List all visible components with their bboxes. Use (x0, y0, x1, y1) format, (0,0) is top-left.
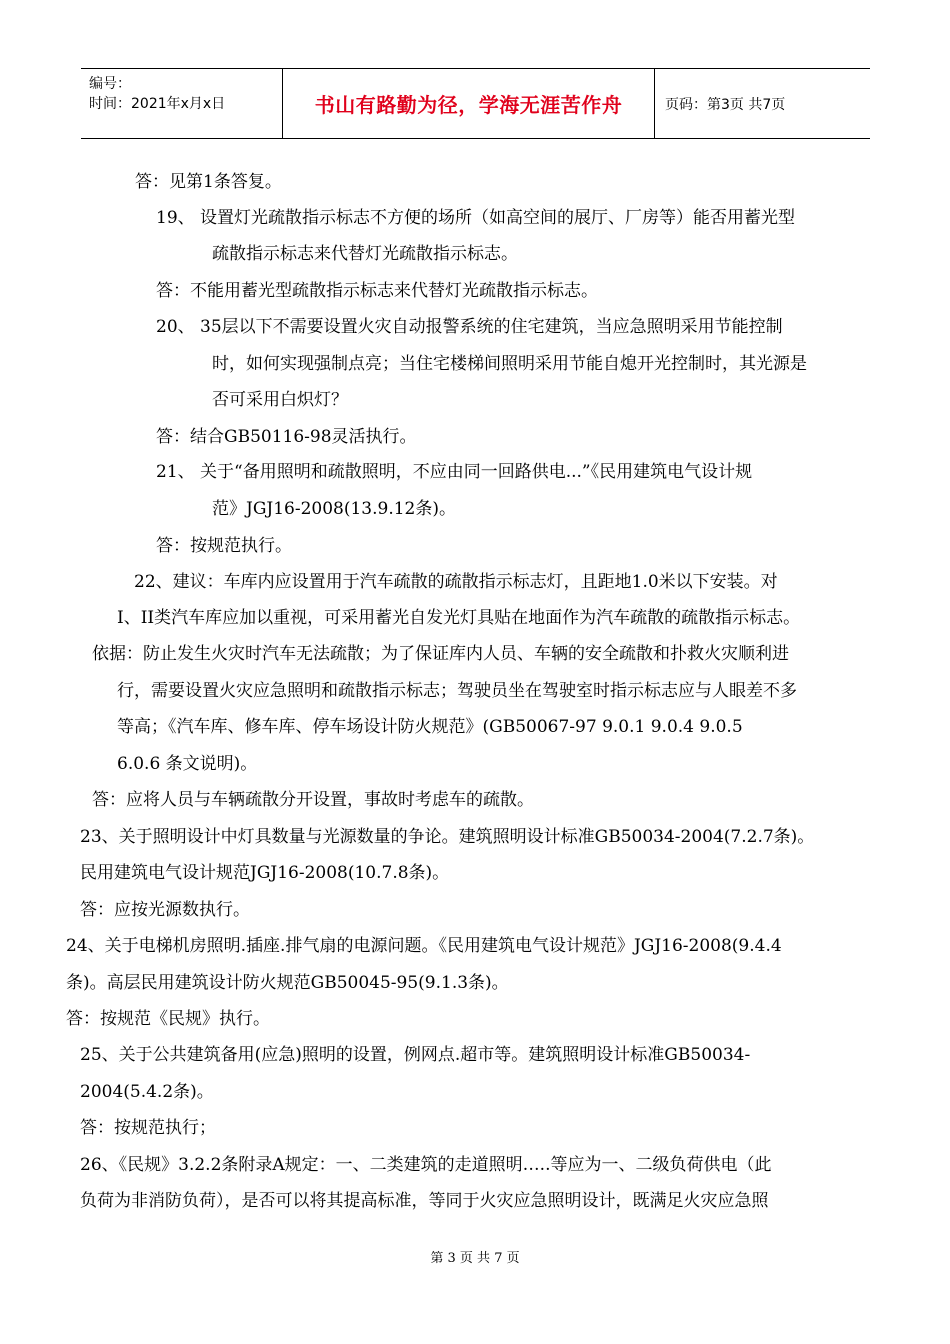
text-line: 2004(5.4.2条)。 (80, 1082, 214, 1102)
text-line: 24、关于电梯机房照明.插座.排气扇的电源问题。《民用建筑电气设计规范》JGJ16-2008(9.4.4 (66, 936, 782, 956)
text-line: 答：结合GB50116-98灵活执行。 (156, 427, 417, 447)
text-line: 23、关于照明设计中灯具数量与光源数量的争论。建筑照明设计标准GB50034-2004(7.2.7条)。 (80, 827, 815, 847)
text-line: 依据：防止发生火灾时汽车无法疏散；为了保证库内人员、车辆的安全疏散和扑救火灾顺利进 (92, 644, 789, 664)
text-line: 范》JGJ16-2008(13.9.12条)。 (212, 499, 457, 519)
text-line: 民用建筑电气设计规范JGJ16-2008(10.7.8条)。 (80, 863, 450, 883)
text-line: 答：见第1条答复。 (135, 172, 282, 192)
text-line: I、II类汽车库应加以重视，可采用蓄光自发光灯具贴在地面作为汽车疏散的疏散指示标志。 (117, 608, 801, 628)
text-line: 疏散指示标志来代替灯光疏散指示标志。 (212, 244, 518, 264)
text-line: 答：不能用蓄光型疏散指示标志来代替灯光疏散指示标志。 (156, 281, 598, 301)
text-line: 26、《民规》3.2.2条附录A规定：一、二类建筑的走道照明…..等应为一、二级负荷供电（此 (80, 1155, 772, 1175)
text-line: 时，如何实现强制点亮；当住宅楼梯间照明采用节能自熄开光控制时，其光源是 (212, 354, 807, 374)
document-number-label: 编号： (89, 76, 131, 92)
text-line: 答：按规范执行； (80, 1118, 216, 1138)
text-line: 答：按规范执行。 (156, 536, 292, 556)
text-line: 22、建议：车库内应设置用于汽车疏散的疏散指示标志灯，且距地1.0米以下安装。对 (134, 572, 778, 592)
text-line: 答：应按光源数执行。 (80, 900, 250, 920)
text-line: 负荷为非消防负荷），是否可以将其提高标准，等同于火灾应急照明设计，既满足火灾应急照 (80, 1191, 769, 1211)
text-line: 19、 设置灯光疏散指示标志不方便的场所（如高空间的展厅、厂房等）能否用蓄光型 (156, 208, 796, 228)
text-line: 25、关于公共建筑备用(应急)照明的设置，例网点.超市等。建筑照明设计标准GB50034- (80, 1045, 751, 1065)
text-line: 答：应将人员与车辆疏散分开设置，事故时考虑车的疏散。 (92, 790, 534, 810)
text-line: 等高；《汽车库、修车库、停车场设计防火规范》(GB50067-97 9.0.1 9.0.4 9.0.5 (117, 717, 743, 737)
header-motto: 书山有路勤为径，学海无涯苦作舟 (283, 69, 655, 138)
text-line: 20、 35层以下不需要设置火灾自动报警系统的住宅建筑，当应急照明采用节能控制 (156, 317, 783, 337)
text-line: 行，需要设置火灾应急照明和疏散指示标志；驾驶员坐在驾驶室时指示标志应与人眼差不多 (117, 681, 797, 701)
text-line: 6.0.6 条文说明)。 (117, 754, 258, 774)
text-line: 答：按规范《民规》执行。 (66, 1009, 270, 1029)
header-page-info: 页码：第3页 共7页 (665, 96, 786, 113)
page-footer: 第 3 页 共 7 页 (430, 1251, 520, 1266)
text-line: 否可采用白炽灯？ (212, 390, 348, 410)
text-line: 条)。高层民用建筑设计防火规范GB50045-95(9.1.3条)。 (66, 973, 509, 993)
text-line: 21、 关于“备用照明和疏散照明，不应由同一回路供电...”《民用建筑电气设计规 (156, 462, 753, 482)
document-date: 时间：2021年x月x日 (89, 96, 226, 112)
